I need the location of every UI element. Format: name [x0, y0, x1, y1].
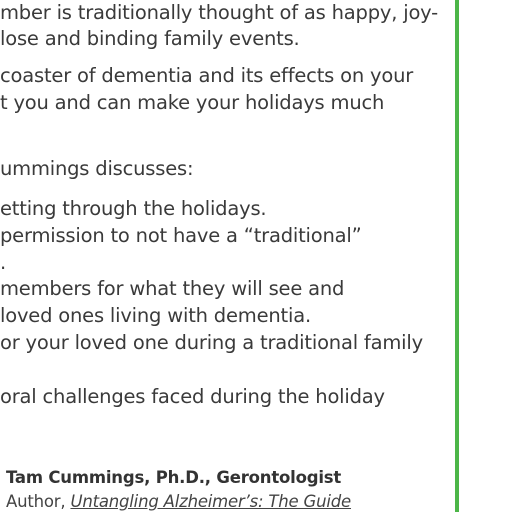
- list-line: members for what they will see and: [0, 277, 345, 300]
- paragraph-1-line-1: mber is traditionally thought of as happy, joy-: [0, 1, 439, 24]
- list-line: or your loved one during a traditional family: [0, 331, 423, 354]
- paragraph-1-line-2: lose and binding family events.: [0, 27, 300, 50]
- list-line: oral challenges faced during the holiday: [0, 385, 385, 408]
- author-name: Tam Cummings, Ph.D., Gerontologist: [6, 468, 342, 487]
- book-title-link[interactable]: Untangling Alzheimer’s: The Guide: [70, 492, 352, 511]
- list-line: loved ones living with dementia.: [0, 304, 311, 327]
- list-line: permission to not have a “traditional”: [0, 224, 362, 247]
- paragraph-3-line-1: ummings discusses:: [0, 157, 194, 180]
- paragraph-2-line-2: t you and can make your holidays much: [0, 91, 385, 114]
- list-line: .: [0, 251, 6, 274]
- author-role-prefix: Author,: [6, 492, 71, 511]
- green-divider-rule: [455, 0, 459, 512]
- paragraph-2-line-1: coaster of dementia and its effects on your: [0, 64, 414, 87]
- author-role: [6, 492, 351, 511]
- list-line: etting through the holidays.: [0, 197, 267, 220]
